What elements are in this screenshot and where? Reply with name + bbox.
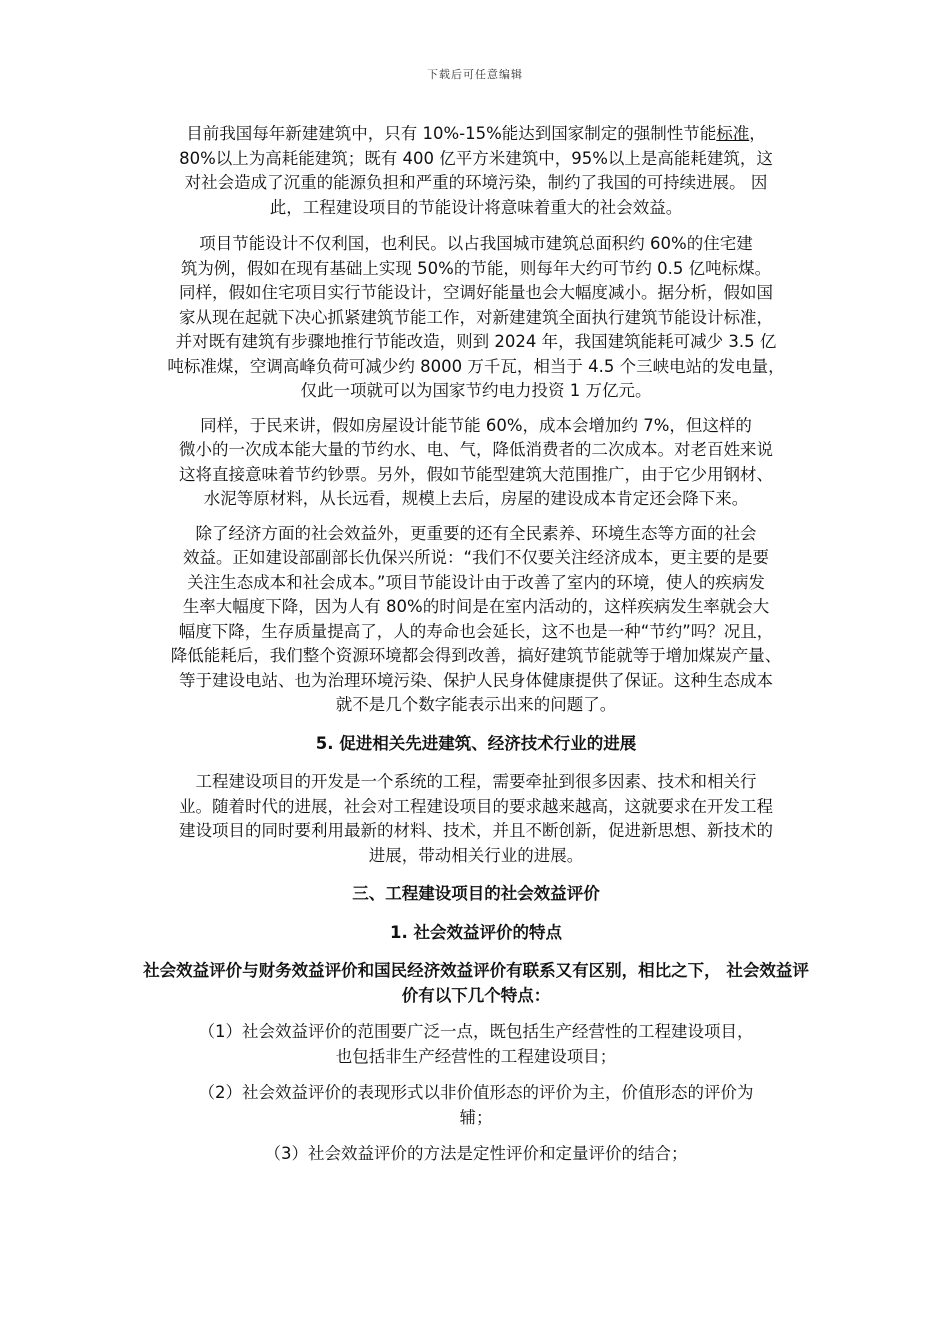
text-line: 幅度下降，生存质量提高了，人的寿命也会延长，这不也是一种“节约”吗？况且， [178, 621, 774, 641]
text-line: 业。随着时代的进展，社会对工程建设项目的要求越来越高，这就要求在开发工程 [179, 796, 773, 816]
text-line: 就不是几个数字能表示出来的问题了。 [335, 695, 617, 714]
list-item-2 [140, 1081, 812, 1130]
text-line: 水泥等原材料，从长远看，规模上去后，房屋的建设成本肯定还会降下来。 [203, 489, 749, 508]
paragraph-public-benefit [140, 414, 812, 512]
paragraph-national-benefit [140, 232, 812, 404]
text-line: 目前我国每年新建建筑中，只有 10%-15%能达到国家制定的强制性节能标准， [186, 124, 766, 143]
text-line: 等于建设电站、也为治理环境污染、保护人民身体健康提供了保证。这种生态成本 [179, 670, 773, 690]
text-line: 并对既有建筑有步骤地推行节能改造，则到 2024 年，我国建筑能耗可减少 3.5 亿 [175, 332, 777, 351]
paragraph-evaluation-intro [140, 959, 812, 1008]
text-line: （1）社会效益评价的范围要广泛一点，既包括生产经营性的工程建设项目， [198, 1022, 754, 1041]
text-line: 社会效益评价与财务效益评价和国民经济效益评价有联系又有区别，相比之下， [143, 961, 721, 980]
text-line: 除了经济方面的社会效益外，更重要的还有全民素养、环境生态等方面的社会 [195, 523, 757, 543]
page-header: 下载后可任意编辑 [427, 68, 523, 81]
text-line: 降低能耗后，我们整个资源环境都会得到改善，搞好建筑节能就等于增加煤炭产量、 [170, 646, 782, 665]
text-line: 辅； [459, 1107, 493, 1127]
text-line: 此，工程建设项目的节能设计将意味着重大的社会效益。 [269, 197, 683, 217]
paragraph-energy-standards [140, 122, 812, 220]
text-line: （2）社会效益评价的表现形式以非价值形态的评价为主，价值形态的评价为 [198, 1083, 754, 1102]
text-line: 建设项目的同时要利用最新的材料、技术，并且不断创新，促进新思想、新技术的 [179, 821, 773, 840]
list-item-1 [140, 1020, 812, 1069]
text-line: 工程建设项目的开发是一个系统的工程，需要牵扯到很多因素、技术和相关行 [195, 772, 757, 791]
section-heading-5: 5. 促进相关先进建筑、经济技术行业的进展 [315, 733, 637, 753]
text-line: 对社会造成了沉重的能源负担和严重的环境污染，制约了我国的可持续进展。 因 [184, 173, 768, 192]
text-line: 这将直接意味着节约钞票。另外，假如节能型建筑大范围推广，由于它少用钢材、 [179, 464, 773, 484]
document-body [140, 122, 812, 1177]
section-heading-3: 三、工程建设项目的社会效益评价 [352, 884, 600, 903]
text-line: 同样，于民来讲，假如房屋设计能节能 60%，成本会增加约 7%，但这样的 [200, 415, 752, 435]
subsection-heading-1: 1. 社会效益评价的特点 [390, 922, 562, 942]
list-item-3 [140, 1142, 812, 1167]
text-line: 也包括非生产经营性的工程建设项目； [335, 1046, 617, 1066]
text-line: 家从现在起就下决心抓紧建筑节能工作，对新建建筑全面执行建筑节能设计标准， [179, 307, 773, 327]
text-line: 微小的一次成本能大量的节约水、电、气，降低消费者的二次成本。对老百姓来说 [179, 440, 773, 459]
text-line: 项目节能设计不仅利国，也利民。以占我国城市建筑总面积约 60%的住宅建 [199, 234, 753, 253]
text-line: 同样，假如住宅项目实行节能设计，空调好能量也会大幅度减小。据分析，假如国 [179, 283, 773, 302]
text-line: 进展，带动相关行业的进展。 [368, 845, 584, 865]
paragraph-industry-progress [140, 770, 812, 868]
text-line: 生率大幅度下降，因为人有 80%的时间是在室内活动的，这样疾病发生率就会大 [182, 597, 770, 616]
text-line: 社会效益评价有以下几个特点： [401, 961, 809, 1005]
paragraph-social-benefit [140, 522, 812, 718]
text-line: 仅此一项就可以为国家节约电力投资 1 万亿元。 [300, 381, 652, 400]
text-line: 筑为例，假如在现有基础上实现 50%的节能，则每年大约可节约 0.5 亿吨标煤。 [180, 258, 772, 278]
text-line: 关注生态成本和社会成本。”项目节能设计由于改善了室内的环境，使人的疾病发 [187, 572, 765, 592]
text-line: （3）社会效益评价的方法是定性评价和定量评价的结合； [264, 1144, 688, 1163]
text-line: 效益。正如建设部副部长仇保兴所说：“我们不仅要关注经济成本，更主要的是要 [182, 548, 770, 567]
text-line: 吨标准煤，空调高峰负荷可减少约 8000 万千瓦，相当于 4.5 个三峡电站的发电量， [167, 356, 785, 376]
text-line: 80%以上为高耗能建筑；既有 400 亿平方米建筑中，95%以上是高能耗建筑，这 [179, 148, 773, 168]
